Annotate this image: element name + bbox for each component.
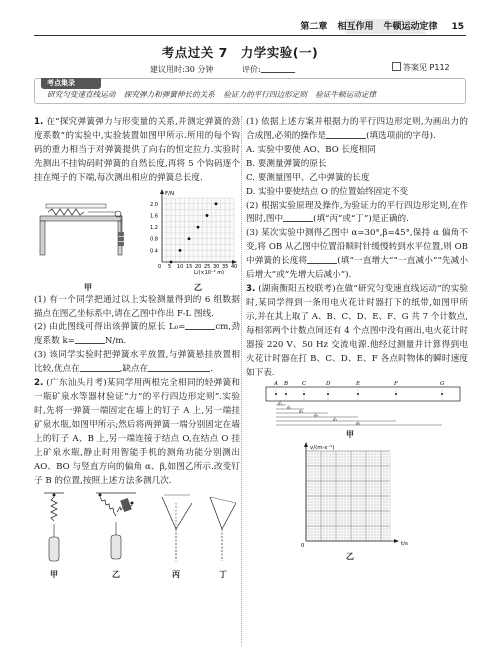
q2-option-b: B. 要测量弹簧的原长	[246, 158, 327, 169]
q2-fig-ding	[210, 497, 236, 561]
knowledge-box	[34, 78, 466, 104]
q2-label-jia: 甲	[50, 569, 58, 579]
q2-stem	[34, 377, 240, 488]
topic-3: 验证力的平行四边形定则	[223, 90, 307, 99]
x-tick-label: 25	[204, 263, 211, 270]
y-axis-label: F/N	[165, 190, 175, 197]
q2-part1-tail: (填选项前的字母).	[366, 130, 436, 141]
tape-point-label: A	[274, 380, 278, 387]
y-tick-label: 0.8	[150, 236, 158, 243]
x-tick-label: 10	[177, 263, 184, 270]
x-axis-label: L/(×10⁻² m)	[194, 269, 225, 276]
q1-blank-disadv[interactable]	[148, 363, 210, 372]
y-tick-label: 1.2	[150, 224, 158, 231]
q2-label-ding: 丁	[219, 569, 227, 579]
q1-part2-b: cm,劲度系数 k=	[34, 322, 240, 347]
answer-box-icon	[392, 62, 401, 71]
tape-point-label: D	[326, 380, 331, 387]
tape-point-label: C	[302, 380, 307, 387]
eval-label: 评价:	[241, 65, 261, 74]
tape-point-label: E	[356, 380, 361, 387]
q2-option-c: C. 要测量图甲、乙中弹簧的长度	[246, 172, 370, 183]
x-tick-label: 35	[222, 263, 229, 270]
data-point	[206, 214, 209, 217]
q3-tape-figure	[246, 381, 468, 441]
fl-chart	[150, 189, 237, 276]
vt-fig-label: 乙	[346, 551, 354, 561]
q2-fig-jia	[44, 493, 64, 561]
tape-point-label: B	[284, 380, 289, 387]
q1-part2-a: (2) 由此图线可得出该弹簧的原长 L₀=	[34, 322, 186, 333]
time-label: 建议用时:30 分钟	[150, 65, 214, 74]
q2-stem-text: (广东汕头月考)某同学用两根完全相同的轻弹簧和一瓶矿泉水等器材验证“力”的平行四边形定则”.实验时,先将一弹簧一端固定在墙上的钉子 A 上,另一端挂矿泉水瓶,如图甲所示;然后将两弹簧一端分别固定在墙上的钉子 A、B 上,另一端连接于结点 O,在结点 O 挂上矿泉水瓶,静止时用智能手机的测角功能分别测出 AO、BO 与竖直方向的偏角 α、β,如图乙所示.改变钉子 B 的位置,按照上述方法多测几次.	[34, 378, 240, 486]
vt-y-label: v/(m·s⁻¹)	[310, 444, 335, 451]
tape-points	[273, 381, 445, 401]
y-axis-arrow	[160, 189, 164, 194]
vt-grid	[306, 451, 390, 541]
tape-svg	[246, 381, 468, 433]
x-tick-label: 30	[213, 263, 220, 270]
data-point	[197, 225, 200, 228]
vt-x-arrow	[394, 539, 399, 543]
q1-part2-c: N/m.	[104, 336, 127, 347]
spring-apparatus	[40, 204, 124, 255]
data-point	[215, 202, 218, 205]
q2-part3	[246, 227, 468, 283]
y-tick-label: 1.6	[150, 213, 158, 220]
data-point	[179, 249, 182, 252]
data-point	[170, 260, 173, 263]
time-eval-line	[150, 64, 295, 77]
q3-vt-figure	[246, 441, 468, 561]
q2-option-d: D. 实验中要使结点 O 的位置始终固定不变	[246, 186, 409, 197]
answer-ref	[392, 62, 450, 75]
q1-part3-a: (3) 该同学实验时把弹簧水平放置,与弹簧悬挂放置相比较,优点在	[34, 350, 240, 375]
origin-label: 0	[158, 263, 162, 270]
q2-part1-text: (1) 依据上述方案并根据力的平行四边形定则,为画出力的合成图,必须的操作是	[246, 117, 468, 141]
q2-option-a: A. 实验中要使 AO、BO 长度相同	[246, 144, 376, 155]
right-column	[246, 116, 468, 561]
q3-stem-text: (湖南衡阳五校联考)在做“研究匀变速直线运动”的实验时,某同学得到一条用电火花计时器打下的纸带,如图甲所示,并在其上取了 A、B、C、D、E、F、G 共 7 个计数点,每相邻两个计数点间还有 4 个点图中没有画出,电火花计时器接 220 V、50 Hz 交流电源.他经过测量并计算得到电火花计时器在打 B、C、D、E、F 各点时物体的瞬时速度如下表.	[246, 284, 469, 378]
vt-y-arrow	[304, 442, 308, 447]
vt-x-label: t/s	[401, 540, 408, 547]
q1-figures	[34, 186, 240, 294]
q1-blank-l0[interactable]	[185, 321, 215, 330]
data-point	[188, 237, 191, 240]
q1-part2	[34, 321, 240, 349]
law-label: 牛顿运动定律	[383, 21, 438, 32]
q1-part3-b: ,缺点在	[119, 364, 149, 375]
page-header	[34, 20, 466, 34]
q3-stem	[246, 283, 468, 380]
tape-fig-label: 甲	[346, 429, 354, 439]
q2-number: 2.	[34, 378, 44, 389]
tape-dim-label: d₄	[314, 412, 319, 418]
q1-number: 1.	[34, 117, 44, 127]
column-divider	[241, 116, 242, 646]
tape-point-label: G	[440, 380, 445, 387]
q1-figure-svg	[34, 186, 240, 294]
answer-ref-text: 答案见 P112	[403, 63, 450, 72]
page-number: 15	[451, 21, 464, 32]
page-title: 考点过关 7 力学实验(一)	[161, 45, 319, 60]
q1-part3-c: .	[210, 364, 213, 375]
q2-figure-svg	[34, 489, 240, 573]
q2-part1	[246, 116, 468, 144]
knowledge-tag: 考点集录	[41, 78, 101, 89]
q1-stem	[34, 116, 240, 186]
q2-blank-2[interactable]	[283, 213, 313, 222]
q2-part3-tail: (填“一直增大”“一直减小”“先减小后增大”或“先增大后减小”).	[246, 256, 468, 281]
q1-blank-adv[interactable]	[80, 363, 120, 372]
q1-blank-k[interactable]	[75, 335, 105, 344]
tape-dim-label: d₃	[299, 408, 304, 414]
tape-dimensions	[276, 400, 442, 425]
vt-svg	[246, 441, 468, 549]
eval-blank	[261, 65, 295, 73]
vt-origin: 0	[301, 542, 305, 549]
q2-blank-1[interactable]	[326, 130, 366, 139]
q2-label-yi: 乙	[112, 569, 120, 579]
q2-part2-tail: (填“丙”或“丁”)是正确的.	[313, 214, 409, 225]
y-tick-label: 2.0	[150, 201, 158, 208]
q3-number: 3.	[246, 284, 256, 295]
x-tick-label: 15	[186, 263, 193, 270]
topic-2: 探究弹力和弹簧伸长的关系	[123, 90, 215, 99]
x-tick-label: 40	[231, 263, 238, 270]
q1-fig-jia-label: 甲	[84, 282, 92, 292]
q2-fig-bing	[162, 495, 192, 561]
tape-dim-label: d₁	[278, 400, 283, 406]
tape-dim-label: d₅	[333, 416, 338, 422]
q2-figures	[34, 489, 240, 581]
q2-part2	[246, 200, 468, 228]
tape-dim-label: d₆	[356, 420, 361, 426]
knowledge-topics	[47, 89, 376, 101]
y-tick-label: 0.4	[150, 247, 158, 254]
q1-fig-yi-label: 乙	[194, 282, 202, 292]
q2-label-bing: 丙	[172, 569, 180, 579]
header-rule	[34, 35, 466, 36]
q1-part3	[34, 349, 240, 377]
q2-fig-yi	[96, 493, 136, 559]
chapter-label: 第二章	[300, 21, 328, 32]
q2-blank-3[interactable]	[307, 255, 337, 264]
topic-1: 研究匀变速直线运动	[47, 90, 116, 99]
q1-part1: (1) 有一个同学把通过以上实验测量得到的 6 组数据描点在图乙坐标系中,请在乙图中作出 F-L 图线.	[34, 294, 240, 319]
tape-point-label: F	[394, 380, 398, 387]
topic-4: 验证牛顿运动定律	[315, 90, 377, 99]
q2-part2-text: (2) 根据实验原理及操作,为验证力的平行四边形定则,在作图时,图中	[246, 200, 468, 225]
tape-dim-label: d₂	[287, 404, 292, 410]
q1-stem-text: 在“探究弹簧弹力与形变量的关系,并测定弹簧的劲度系数”的实验中,实验装置如图甲所示.所用的每个钩码的重力相当于对弹簧提供了向右的恒定拉力.实验时先测出不挂钩码时弹簧的自然长度,再将 5 个钩码逐个挂在绳子的下端,每次测出相应的弹簧总长度.	[34, 117, 240, 183]
topic-label: 相互作用	[337, 21, 374, 32]
x-tick-label: 20	[195, 263, 202, 270]
q2-part3-text: (3) 某次实验中测得乙图中 α=30°,β=45°,保持 α 偏角不变,将 OB 从乙图中位置沿顺时针缓慢转到水平位置,则 OB 中弹簧的长度将	[246, 228, 468, 267]
left-column	[34, 116, 240, 581]
x-tick-label: 5	[168, 263, 172, 270]
